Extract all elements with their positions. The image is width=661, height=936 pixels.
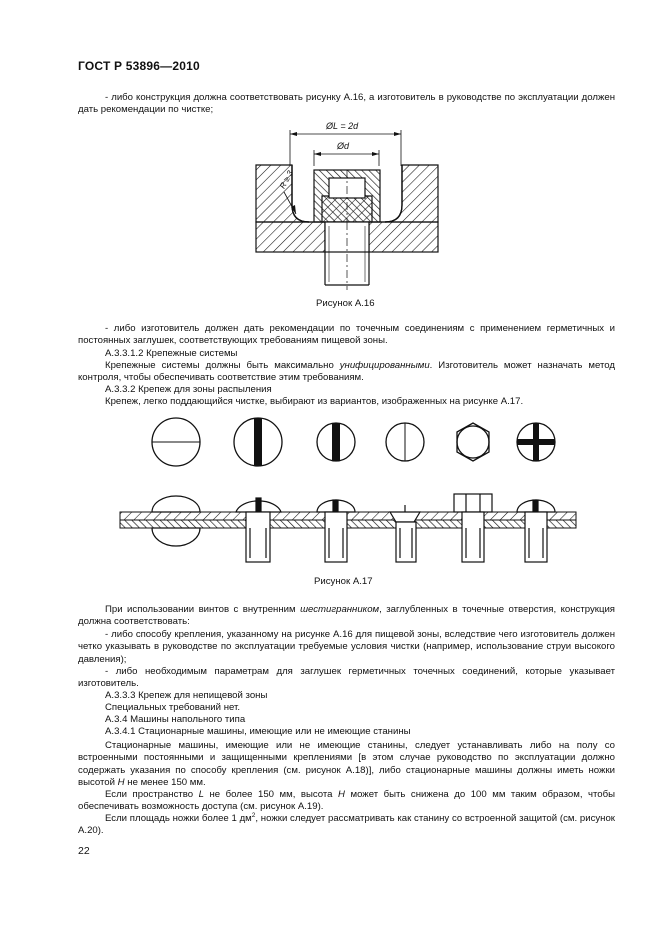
fastened-plates <box>120 512 576 528</box>
section-a341-heading: А.3.4.1 Стационарные машины, имеющие или не имеющие станины <box>105 726 411 737</box>
section-a34-heading: А.3.4 Машины напольного типа <box>105 714 246 725</box>
paragraph-spray-fasteners: Крепеж, легко поддающийся чистке, выбирают из вариантов, изображенных на рисунке А.17. <box>105 396 524 407</box>
figure-a17-caption: Рисунок А.17 <box>314 576 373 587</box>
dim-outer-label: ØL = 2d <box>326 121 359 131</box>
paragraph-hex-screws: При использовании винтов с внутренним шестигранником, заглубленных в точечные отверстия, конструкция должна соответствовать: <box>78 604 615 628</box>
top-view-slot-small <box>317 423 355 461</box>
document-header: ГОСТ Р 53896—2010 <box>78 59 200 73</box>
paragraph-stationary-machines: Стационарные машины, имеющие или не имеющие станины, следует устанавливать либо на полу со встроенными постоянными и защищенными креплениями [в этом случае руководство по эксплуатации должно содержать указания по способу крепления (см. рисунок А.18)], либо стационарные машины должны иметь ножки высотой H не менее 150 мм. <box>78 740 615 789</box>
paragraph-space-l: Если пространство L не более 150 мм, высота H может быть снижена до 100 мм таким образом, чтобы обеспечивать возможность доступа (см. рисунок А.19). <box>78 789 615 813</box>
top-view-line-head <box>386 423 424 461</box>
top-view-slot-head <box>234 418 282 466</box>
side-view-slot-screw <box>236 498 281 562</box>
top-view-cross-head <box>517 423 555 461</box>
paragraph-fastening-systems: Крепежные системы должны быть максимально унифицированными. Изготовитель может назначать метод контроля, чтобы обеспечивать соответствие этим требованиям. <box>78 360 615 384</box>
section-a332-heading: А.3.3.2 Крепеж для зоны распыления <box>105 384 272 395</box>
paragraph-sealed-joints: - либо изготовитель должен дать рекомендации по точечным соединениям с применением герметичных и постоянных заглушек, соответствующих требованиям пищевой зоны. <box>78 323 615 347</box>
figure-a16-caption: Рисунок А.16 <box>316 298 375 309</box>
side-view-countersunk <box>390 505 420 562</box>
side-view-slot-screw-small <box>317 500 355 562</box>
section-a3312-heading: А.3.3.1.2 Крепежные системы <box>105 348 238 359</box>
section-a333-heading: А.3.3.3 Крепеж для непищевой зоны <box>105 690 268 701</box>
paragraph-foot-area: Если площадь ножки более 1 $дм^2$, ножки следует рассматривать как станину со встроенной защитой (см. рисунок А.20). <box>78 811 615 837</box>
top-view-plain-dome <box>152 418 200 466</box>
page-number: 22 <box>78 845 90 857</box>
dim-inner-label: Ød <box>337 141 350 151</box>
paragraph-option-a16: - либо способу крепления, указанному на рисунке А.16 для пищевой зоны, вследствие чего изготовитель должен четко указывать в руководстве по эксплуатации требуемые условия чистки (например, использование струи высокого давления); <box>78 629 615 665</box>
paragraph-option-plugs: - либо необходимым параметрам для заглушек герметичных точечных соединений, которые указывает изготовитель. <box>78 666 615 690</box>
top-view-hex-head <box>457 423 489 461</box>
paragraph-fig16-option: - либо конструкция должна соответствовать рисунку А.16, а изготовитель в руководстве по эксплуатации должен дать рекомендации по чистке; <box>78 92 615 116</box>
dim-radius-label: R ≥ 3 <box>278 169 295 191</box>
side-view-cross-screw <box>517 500 555 562</box>
paragraph-no-requirements: Специальных требований нет. <box>105 702 241 713</box>
